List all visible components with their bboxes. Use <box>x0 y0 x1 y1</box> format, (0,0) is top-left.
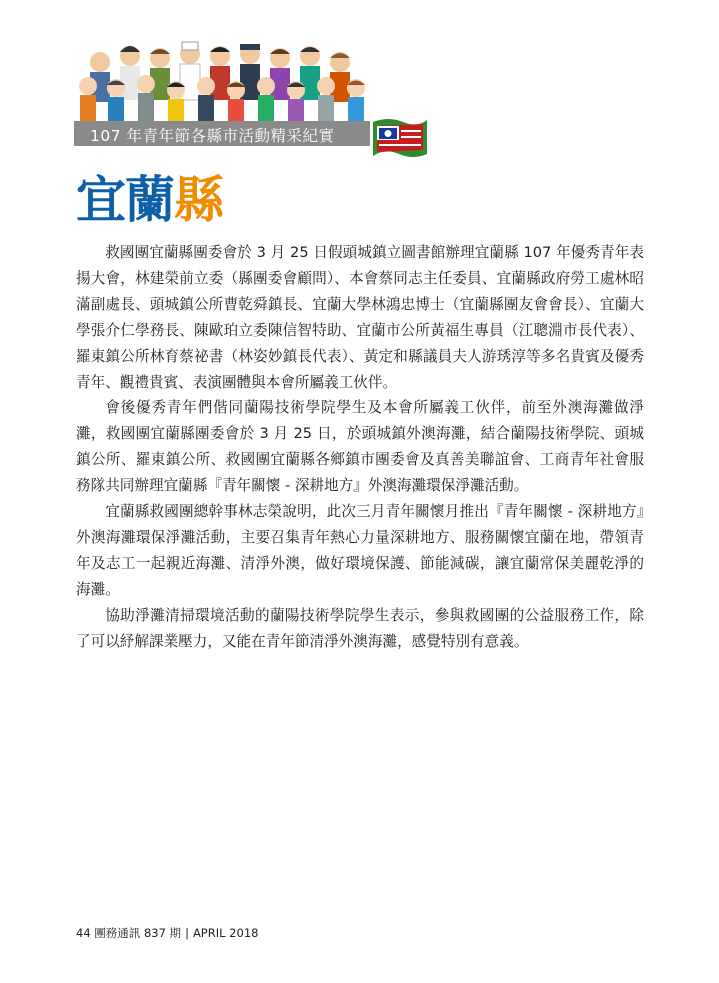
page-number: 44 <box>76 926 91 940</box>
footer-separator: | <box>185 926 189 940</box>
people-group-illustration <box>78 40 370 122</box>
title-part-blue: 宜蘭 <box>76 170 174 229</box>
roc-flag-icon <box>369 114 429 164</box>
section-banner <box>74 121 370 146</box>
paragraph: 會後優秀青年們偕同蘭陽技術學院學生及本會所屬義工伙伴，前至外澳海灘做淨灘，救國團宜蘭縣團委會於 3 月 25 日，於頭城鎮外澳海灘，結合蘭陽技術學院、頭城鎮公所、羅東鎮公所、救國團宜蘭縣各鄉鎮市團委會及真善美聯誼會、工商青年社會服務隊共同辦理宜蘭縣『青年關懷 - 深耕地方』外澳海灘環保淨灘活動。 <box>76 399 644 495</box>
publication-name: 團務通訊 837 期 <box>94 926 182 940</box>
title-part-orange: 縣 <box>174 170 223 229</box>
paragraph: 救國團宜蘭縣團委會於 3 月 25 日假頭城鎮立圖書館辦理宜蘭縣 107 年優秀青年表揚大會，林建榮前立委（縣團委會顧問）、本會蔡同志主任委員、宜蘭縣政府勞工處林昭滿副處長、頭城鎮公所曹乾舜鎮長、宜蘭大學林鴻忠博士（宜蘭縣團友會會長）、宜蘭大學張介仁學務長、陳歐珀立委陳信智特助、宜蘭市公所黃福生專員（江聰淵市長代表）、羅東鎮公所林育蔡祕書（林姿妙鎮長代表）、黃定和縣議員夫人游琇淳等多名貴賓及優秀青年、觀禮貴賓、表演團體與本會所屬義工伙伴。 <box>76 244 644 391</box>
paragraph: 協助淨灘清掃環境活動的蘭陽技術學院學生表示，參與救國團的公益服務工作，除了可以紓解課業壓力，又能在青年節清淨外澳海灘，感覺特別有意義。 <box>76 606 644 650</box>
article-body <box>76 240 644 655</box>
issue-date: APRIL 2018 <box>192 926 259 940</box>
banner-title: 107 年青年節各縣市活動精采紀實 <box>90 127 335 145</box>
page-title <box>76 170 223 230</box>
page-footer <box>76 925 258 941</box>
paragraph: 宜蘭縣救國團總幹事林志榮說明，此次三月青年關懷月推出『青年關懷 - 深耕地方』外澳海灘環保淨灘活動，主要召集青年熱心力量深耕地方、服務關懷宜蘭在地，帶領青年及志工一起親近海灘、清淨外澳，做好環境保護、節能減碳，讓宜蘭常保美麗乾淨的海灘。 <box>76 503 644 598</box>
